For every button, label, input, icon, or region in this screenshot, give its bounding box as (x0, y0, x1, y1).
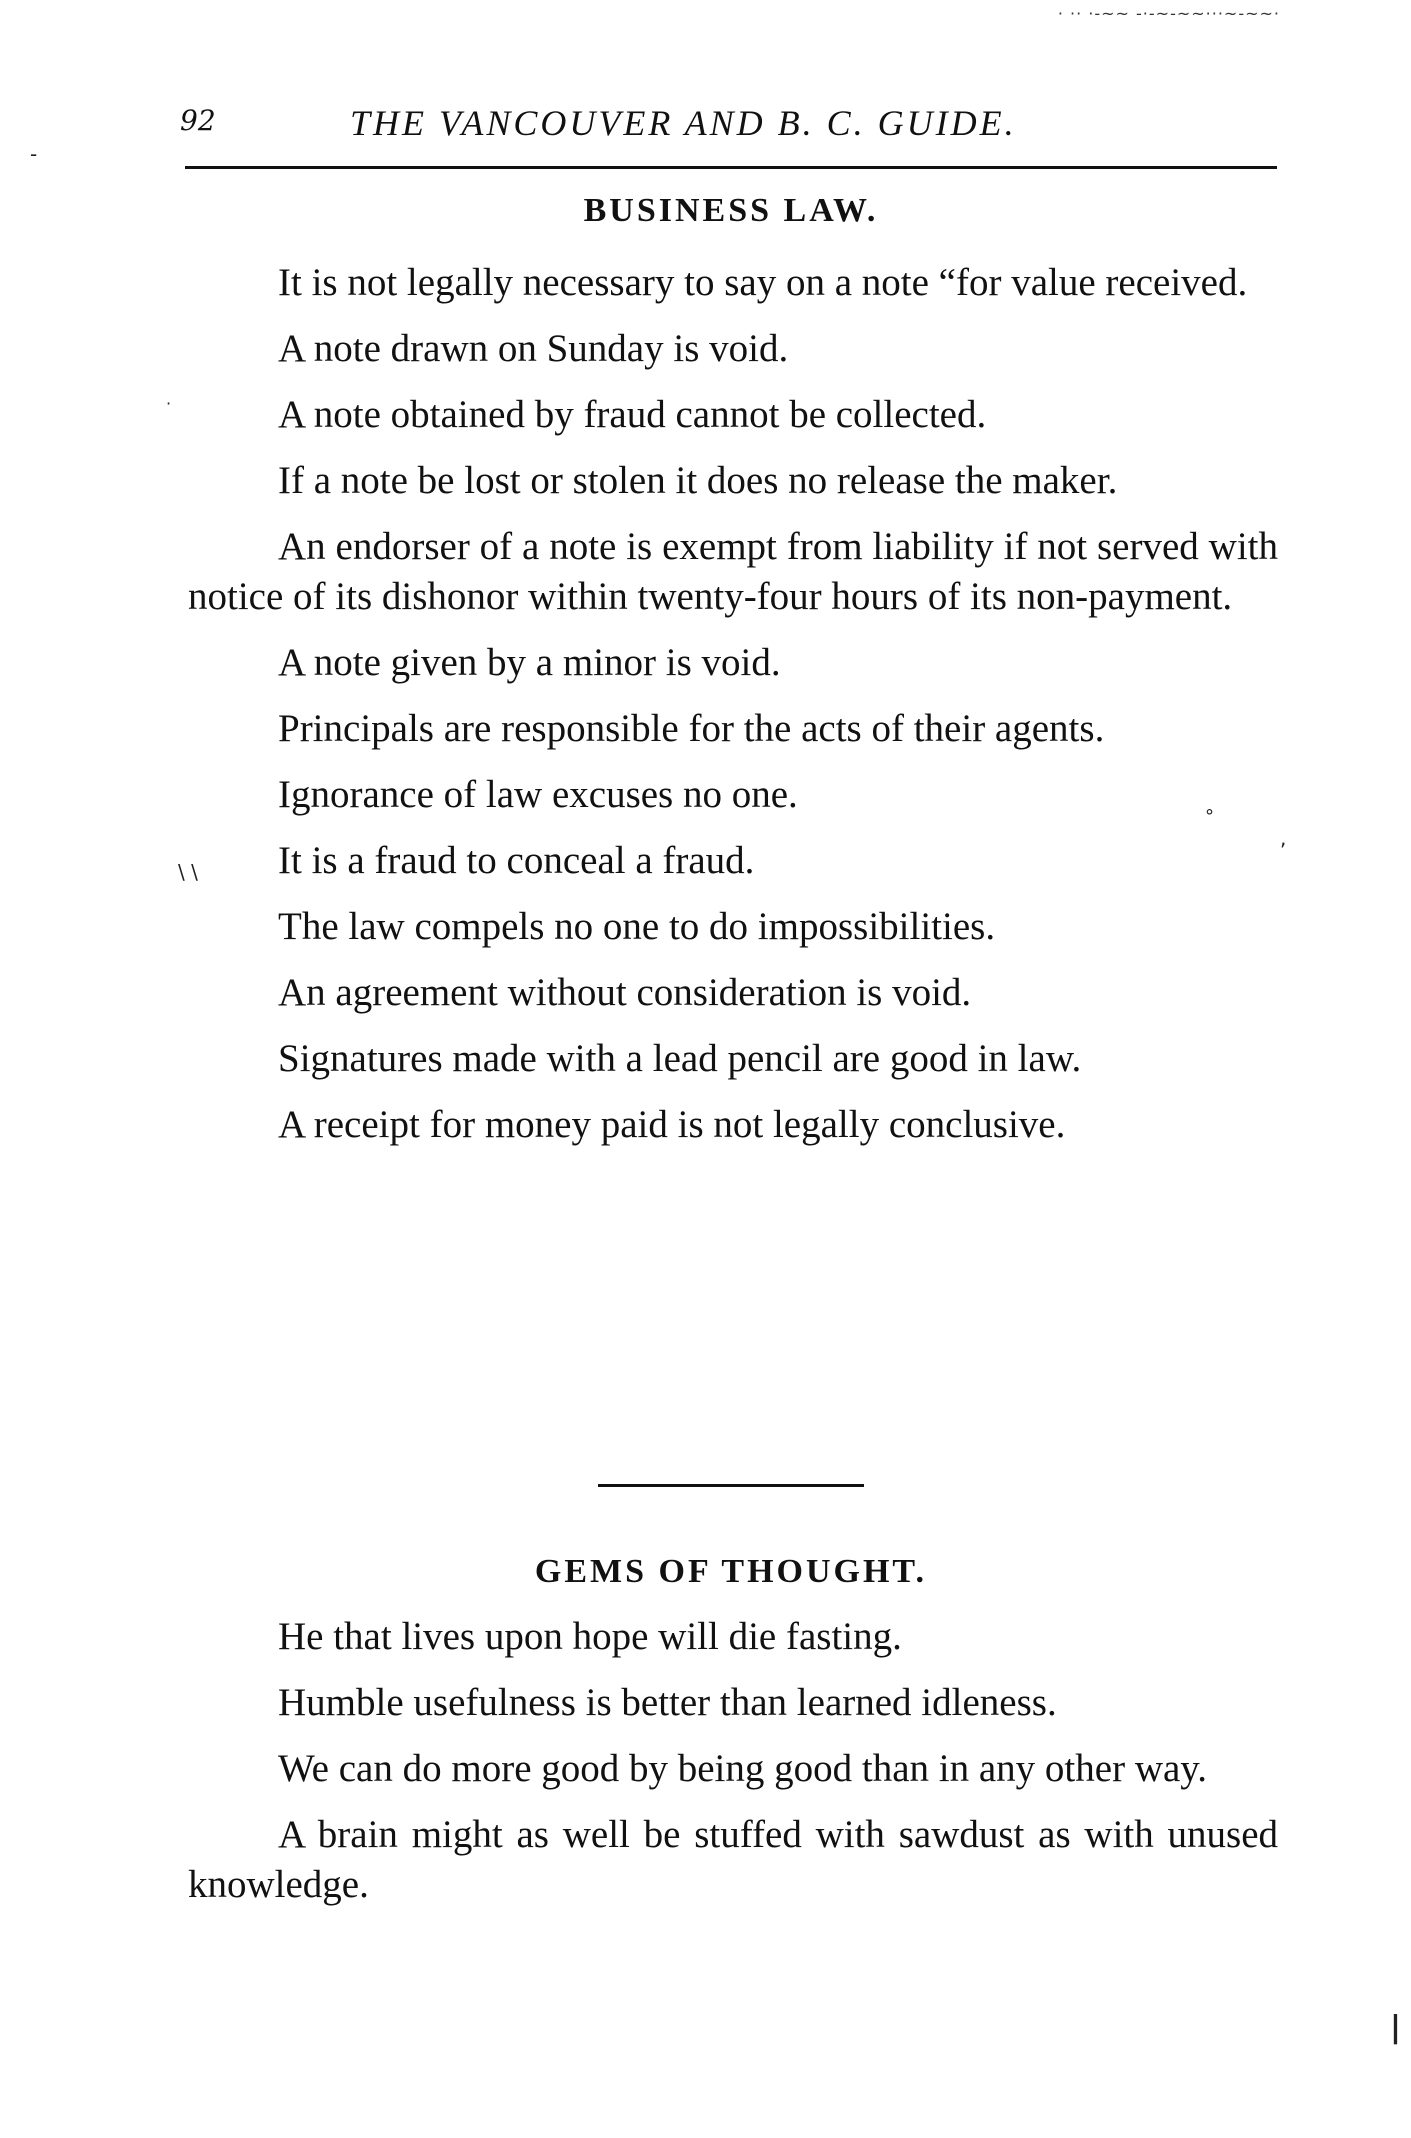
business-law-paragraph: Ignorance of law excuses no one. (278, 773, 798, 816)
business-law-paragraph: A note obtained by fraud cannot be collected. (278, 393, 987, 436)
business-law-paragraph: A receipt for money paid is not legally conclusive. (278, 1103, 1066, 1146)
gems-paragraph: We can do more good by being good than in any other way. (278, 1747, 1208, 1790)
scan-speck: · (166, 394, 172, 413)
business-law-paragraph: An endorser of a note is exempt from liability if not served with notice of its dishonor within twenty-four hours of its non-payment. (188, 525, 1278, 618)
gems-paragraph: Humble usefulness is better than learned idleness. (278, 1681, 1057, 1724)
scan-speckle: · ·· ·-~~ -·-~-~~···~-~~· (1057, 4, 1280, 23)
business-law-paragraph: Principals are responsible for the acts of their agents. (278, 707, 1105, 750)
business-law-title: BUSINESS LAW. (583, 192, 879, 229)
gems-paragraph: A brain might as well be stuffed with sawdust as with unused knowledge. (188, 1813, 1278, 1906)
business-law-paragraph: A note drawn on Sunday is void. (278, 327, 789, 370)
scan-speck: ° (1205, 806, 1214, 827)
scan-speck: \ \ (178, 860, 198, 884)
scan-speck: , (1280, 826, 1287, 850)
scan-speck: - (30, 142, 38, 166)
gems-of-thought-body (188, 1612, 1278, 1926)
gems-of-thought-title: GEMS OF THOUGHT. (534, 1553, 928, 1590)
business-law-paragraph: It is not legally necessary to say on a note “for value received. (278, 261, 1248, 304)
business-law-paragraph: It is a fraud to conceal a fraud. (278, 839, 755, 882)
business-law-paragraph: A note given by a minor is void. (278, 641, 781, 684)
business-law-paragraph: If a note be lost or stolen it does no release the maker. (278, 459, 1118, 502)
scan-speck: | (1390, 2010, 1401, 2045)
running-head: THE VANCOUVER AND B. C. GUIDE. (350, 103, 1017, 143)
page-header (180, 102, 1280, 152)
business-law-body (188, 258, 1278, 1166)
business-law-paragraph: Signatures made with a lead pencil are good in law. (278, 1037, 1082, 1080)
page-number: 92 (180, 104, 216, 137)
business-law-paragraph: The law compels no one to do impossibilities. (278, 905, 996, 948)
header-rule (185, 166, 1277, 169)
gems-paragraph: He that lives upon hope will die fasting. (278, 1615, 902, 1658)
business-law-paragraph: An agreement without consideration is void. (278, 971, 972, 1014)
section-divider (598, 1484, 864, 1487)
